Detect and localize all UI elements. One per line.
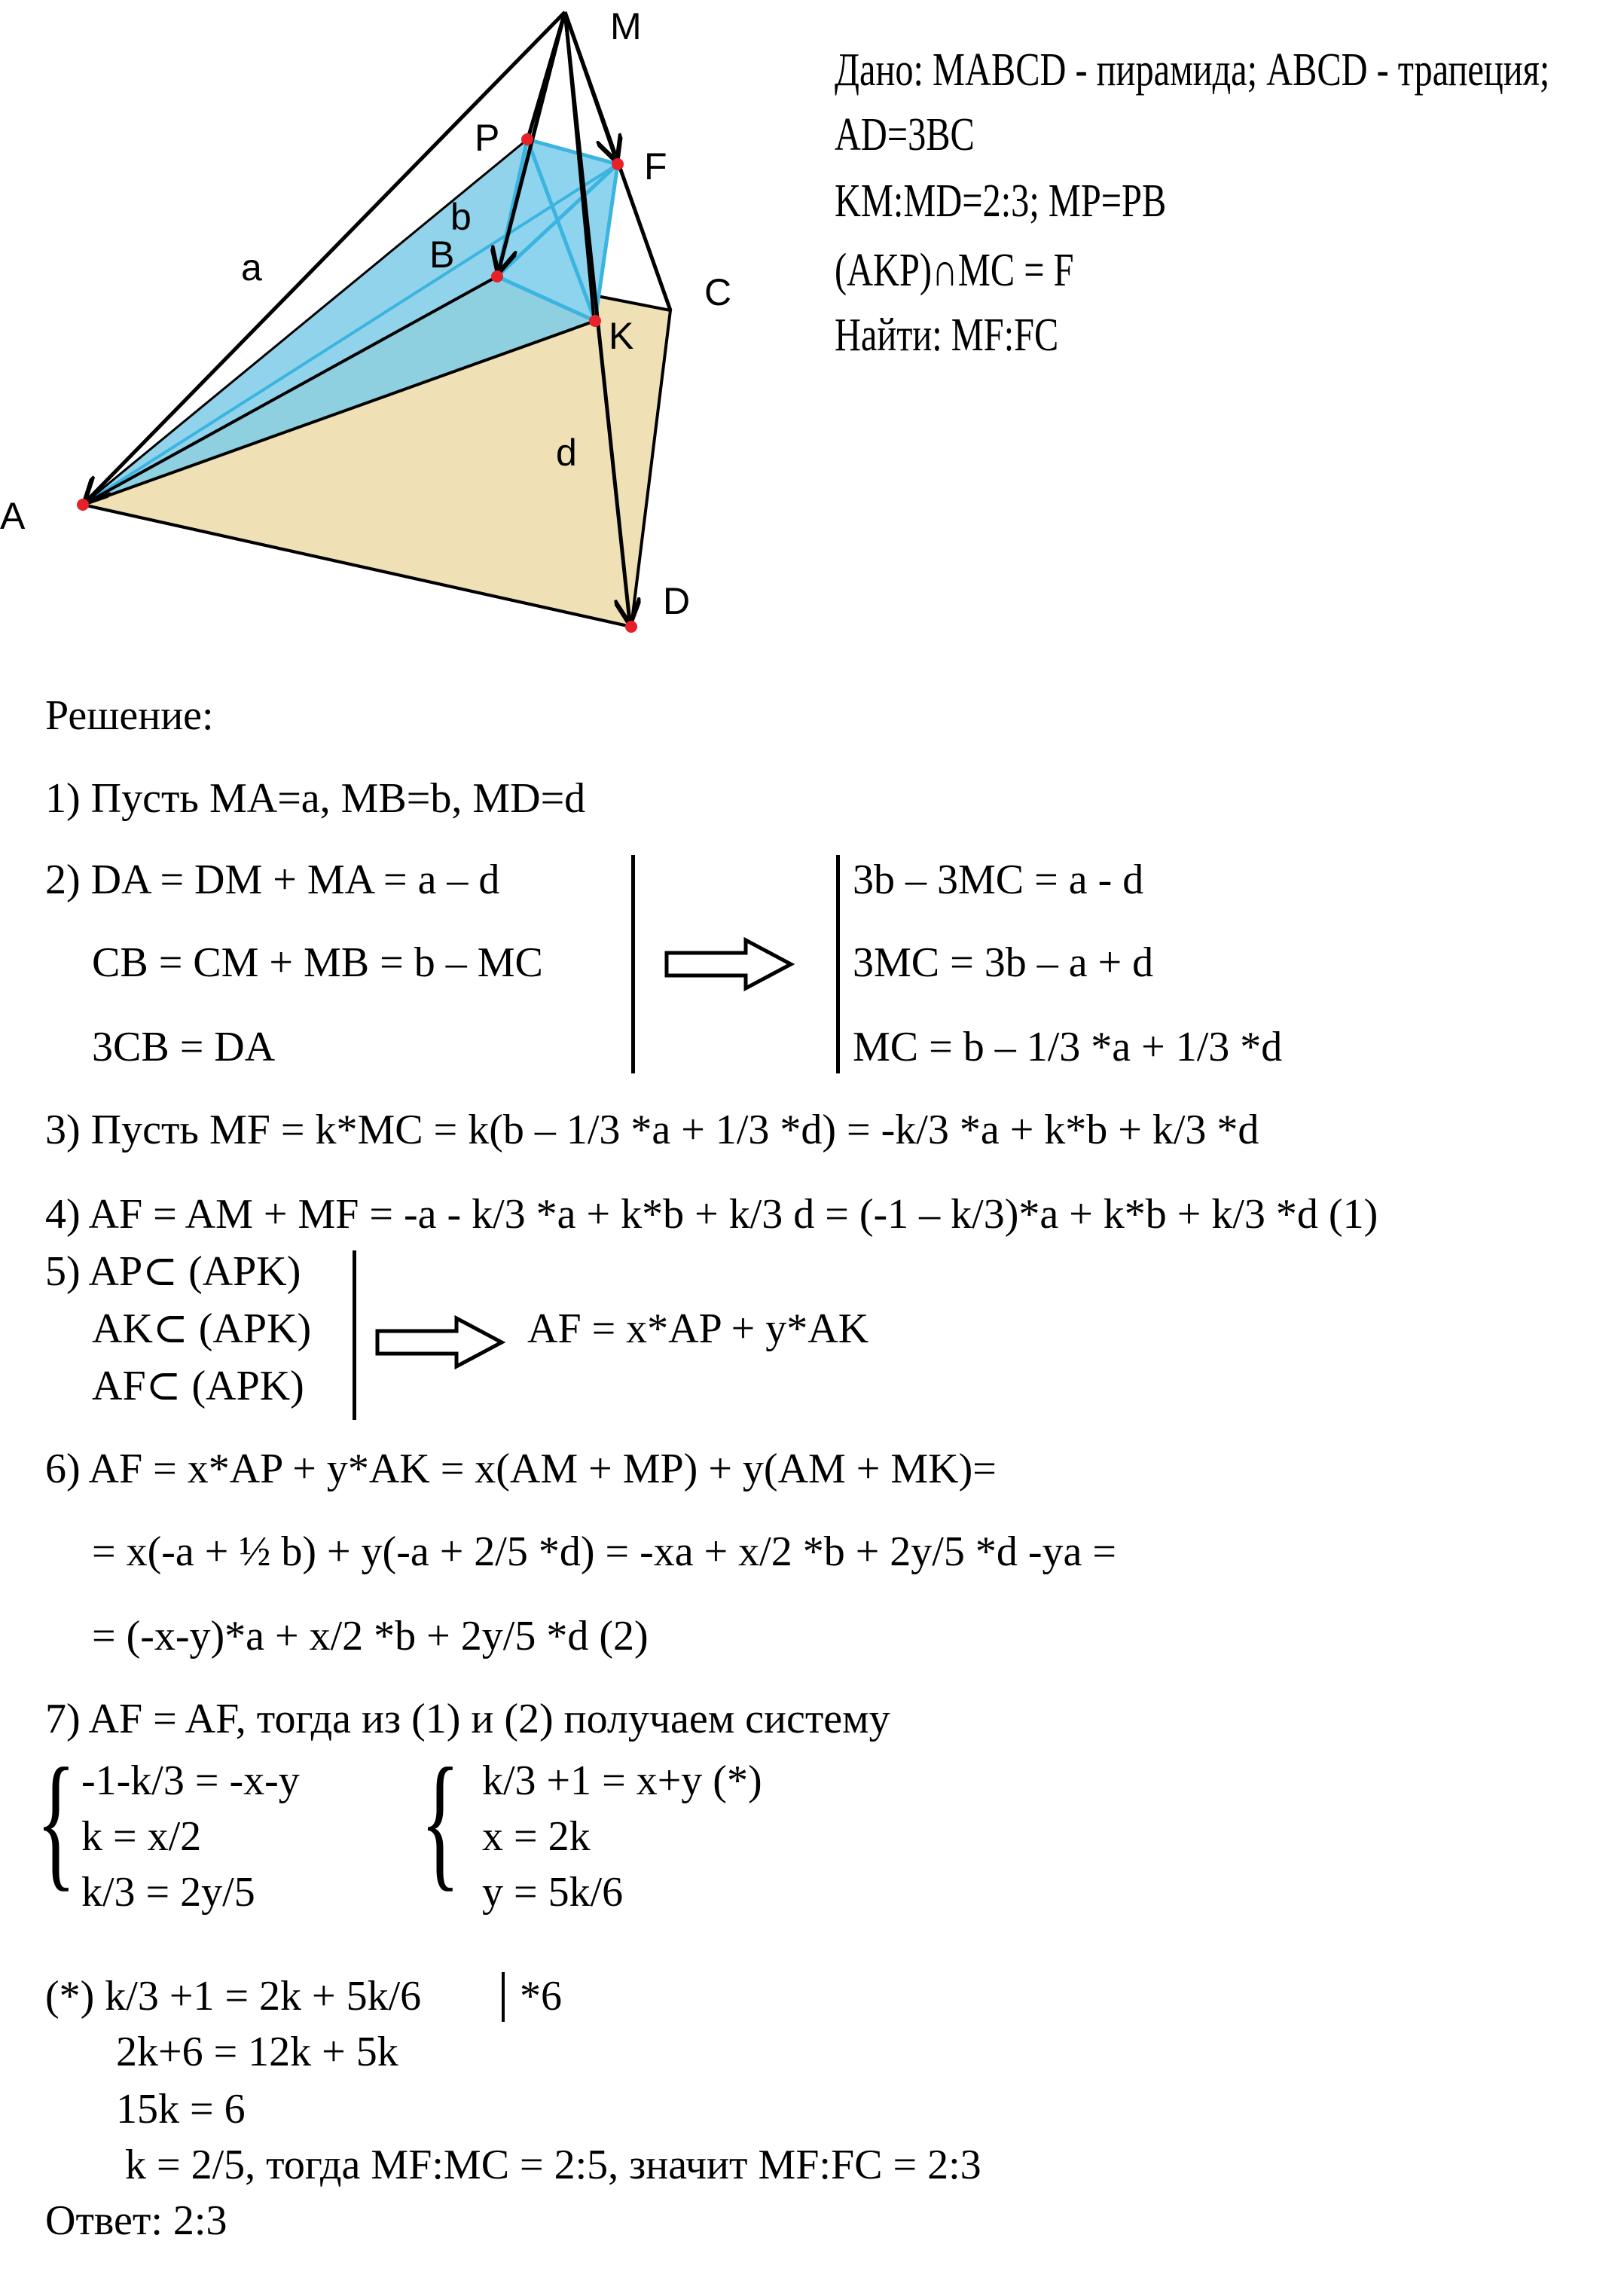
eq-2: 2k+6 = 12k + 5k	[116, 2029, 398, 2075]
given-line-3: KM:MD=2:3; MP=PB	[835, 176, 1167, 227]
step-5-line-1: 5) AP⊂ (APK)	[45, 1248, 301, 1295]
step-2-result-3: MC = b – 1/3 *a + 1/3 *d	[853, 1024, 1283, 1070]
label-P: P	[475, 117, 500, 159]
label-M: M	[610, 5, 642, 47]
answer: Ответ: 2:3	[45, 2197, 227, 2244]
eq-4: k = 2/5, тогда MF:MC = 2:5, значит MF:FC = 2:3	[125, 2142, 981, 2188]
step-6-line-3: = (-x-y)*a + x/2 *b + 2y/5 *d (2)	[92, 1613, 649, 1659]
solution-heading: Решение:	[45, 692, 214, 739]
system-left-brace: {	[36, 1738, 76, 1904]
implies-arrow-icon	[663, 934, 798, 994]
label-D: D	[663, 580, 691, 622]
system-left-eq-3: k/3 = 2y/5	[81, 1869, 255, 1916]
point-F	[612, 158, 624, 170]
given-line-4: (AKP)∩MC = F	[835, 245, 1074, 296]
point-P	[521, 133, 533, 145]
step-4: 4) AF = AM + MF = -a - k/3 *a + k*b + k/3 d = (-1 – k/3)*a + k*b + k/3 *d (1)	[45, 1191, 1378, 1238]
pyramid-figure	[0, 0, 829, 663]
step-6-line-2: = x(-a + ½ b) + y(-a + 2/5 *d) = -xa + x/2 *b + 2y/5 *d -ya =	[92, 1528, 1116, 1575]
eq-3: 15k = 6	[116, 2086, 246, 2133]
point-A	[77, 499, 89, 511]
step-3: 3) Пусть MF = k*MC = k(b – 1/3 *a + 1/3 *d) = -k/3 *a + k*b + k/3 *d	[45, 1107, 1259, 1153]
given-line-1: Дано: MABCD - пирамида; ABCD - трапеция;	[835, 44, 1550, 96]
step-5-line-2: AK⊂ (APK)	[92, 1305, 312, 1352]
system-left-eq-1: -1-k/3 = -x-y	[81, 1757, 300, 1804]
system-right-eq-2: x = 2k	[482, 1813, 591, 1860]
step-5-divider	[353, 1250, 356, 1420]
label-vec-d: d	[556, 432, 577, 474]
given-line-5: Найти: MF:FC	[835, 310, 1059, 361]
step-2-divider	[631, 855, 635, 1073]
step-2-result-2: 3MC = 3b – a + d	[853, 939, 1154, 986]
step-2-result-divider	[836, 855, 840, 1073]
label-A: A	[0, 495, 26, 537]
step-7: 7) AF = AF, тогда из (1) и (2) получаем систему	[45, 1696, 890, 1742]
eq-1-multiplier: *6	[520, 1973, 562, 2020]
label-C: C	[704, 271, 732, 313]
point-K	[589, 315, 601, 327]
given-line-2: AD=3BC	[835, 109, 975, 160]
point-D	[625, 621, 637, 633]
label-F: F	[644, 145, 667, 188]
system-right-brace: {	[420, 1738, 460, 1904]
eq-1: (*) k/3 +1 = 2k + 5k/6	[45, 1973, 422, 2020]
step-2-line-3: 3CB = DA	[92, 1024, 276, 1070]
step-2-result-1: 3b – 3MC = a - d	[853, 856, 1144, 903]
step-5-line-3: AF⊂ (APK)	[92, 1363, 304, 1409]
label-vec-b: b	[450, 196, 472, 238]
point-B	[491, 270, 503, 282]
system-right-eq-1: k/3 +1 = x+y (*)	[482, 1757, 762, 1804]
implies-arrow-icon-2	[374, 1312, 509, 1372]
step-2-line-1: 2) DA = DM + MA = a – d	[45, 856, 500, 903]
step-5-result: AF = x*AP + y*AK	[527, 1305, 869, 1352]
system-left-eq-2: k = x/2	[81, 1813, 202, 1860]
eq-1-divider	[502, 1972, 505, 2022]
label-K: K	[609, 315, 634, 357]
step-6-line-1: 6) AF = x*AP + y*AK = x(AM + MP) + y(AM + MK)=	[45, 1446, 997, 1492]
step-1: 1) Пусть MA=a, MB=b, MD=d	[45, 775, 586, 822]
system-right-eq-3: y = 5k/6	[482, 1869, 624, 1916]
label-B: B	[429, 234, 455, 276]
label-vec-a: a	[241, 246, 262, 289]
step-2-line-2: CB = CM + MB = b – MC	[92, 939, 543, 986]
